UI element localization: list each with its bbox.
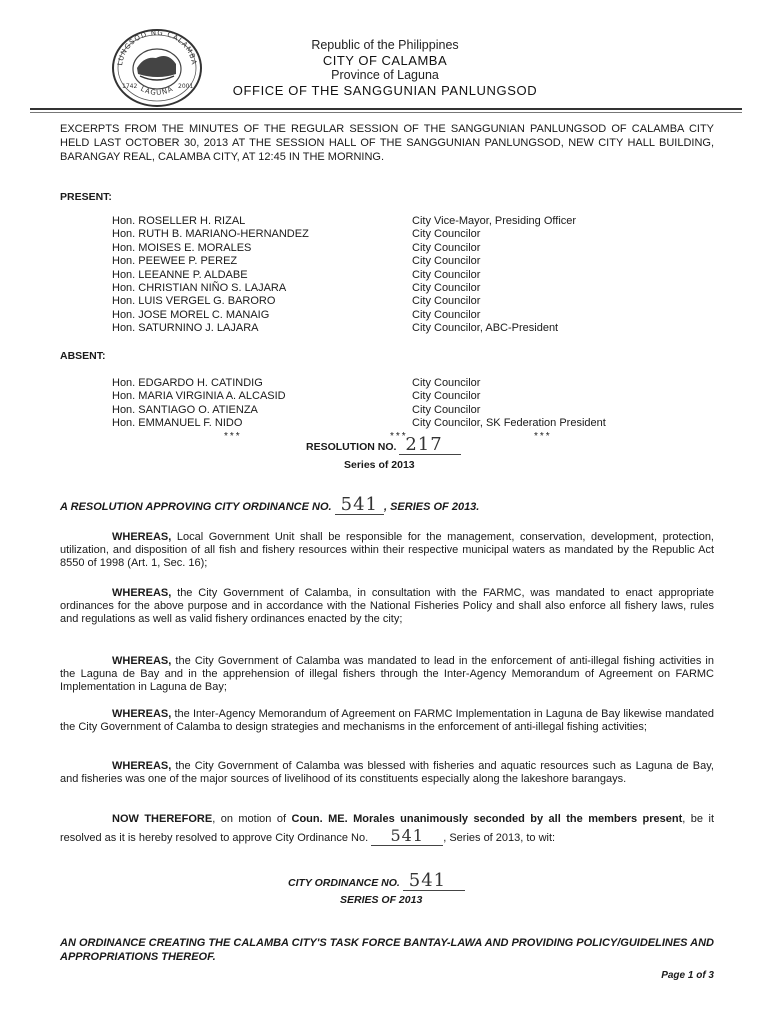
whereas-text: the City Government of Calamba was mandated to lead in the enforcement of anti-illegal fishing activities in the Laguna de Bay and in the apprehension of illegal fishers through the Inter-Agency Memorandum of Agreement on FARMC Implementation in Laguna de Bay; <box>60 655 714 693</box>
member-name: Hon. PEEWEE P. PEREZ <box>112 255 238 268</box>
seal-left-text: 1742 <box>122 83 138 90</box>
whereas-paragraph-5 <box>60 760 714 786</box>
letterhead-republic: Republic of the Philippines <box>311 38 459 52</box>
ordinance-number-line <box>288 872 465 891</box>
whereas-lead: WHEREAS, <box>112 531 172 543</box>
resolution-number: 217 <box>399 436 461 455</box>
letterhead-office: OFFICE OF THE SANGGUNIAN PANLUNGSOD <box>232 83 538 98</box>
present-member-row <box>112 215 712 228</box>
now-therefore-lead: NOW THEREFORE <box>112 813 213 825</box>
whereas-text: the City Government of Calamba was blessed with fisheries and aquatic resources such as Laguna de Bay, and fisheries was one of the major sources of livelihood of its constituents especially along the lakeshore barangays. <box>60 760 714 785</box>
excerpt-paragraph: EXCERPTS FROM THE MINUTES OF THE REGULAR SESSION OF THE SANGGUNIAN PANLUNGSOD OF CALAMBA CITY HELD LAST OCTOBER 30, 2013 AT THE SESSION HALL OF THE SANGGUNIAN PANLUNGSOD, NEW CITY HALL BUILDING, BARANGAY REAL, CALAMBA CITY, AT 12:45 IN THE MORNING. <box>60 123 714 163</box>
whereas-paragraph-2 <box>60 587 714 626</box>
present-member-row <box>112 322 712 335</box>
now-therefore-paragraph <box>60 812 714 846</box>
resolution-title-suffix: , SERIES OF 2013. <box>383 501 480 513</box>
resolution-title-prefix: A RESOLUTION APPROVING CITY ORDINANCE NO. <box>60 501 332 513</box>
present-member-row <box>112 228 712 241</box>
member-position: City Councilor <box>412 390 481 403</box>
resolution-series: Series of 2013 <box>344 459 415 471</box>
member-name: Hon. JOSE MOREL C. MANAIG <box>112 308 270 321</box>
member-name: Hon. EMMANUEL F. NIDO <box>112 417 243 430</box>
member-position: City Councilor <box>412 377 481 389</box>
member-position: City Councilor <box>412 268 481 281</box>
resolution-number-line <box>306 436 461 455</box>
member-position: City Councilor <box>412 255 481 268</box>
now-therefore-text1: , on motion of <box>212 813 292 825</box>
whereas-text: the City Government of Calamba, in consultation with the FARMC, was mandated to enact appropriate ordinances for the above purpose and in accordance with the National Fisheries Policy and shall also enforce all fishery laws, rules and regulations as well as valid fishery ordinances enacted by the city; <box>60 587 714 625</box>
absent-label: ABSENT: <box>60 350 106 362</box>
now-therefore-ordinance-number: 541 <box>371 827 443 846</box>
absent-roster <box>112 377 712 431</box>
present-member-row <box>112 242 712 255</box>
seal-right-text: 2001 <box>178 83 194 90</box>
member-name: Hon. ROSELLER H. RIZAL <box>112 215 246 227</box>
now-therefore-text3: , Series of 2013, to wit: <box>443 832 556 844</box>
member-name: Hon. EDGARDO H. CATINDIG <box>112 377 263 389</box>
absent-member-row <box>112 390 712 403</box>
whereas-lead: WHEREAS, <box>112 587 172 599</box>
member-name: Hon. RUTH B. MARIANO-HERNANDEZ <box>112 228 309 241</box>
present-member-row <box>112 255 712 268</box>
header-rule <box>30 108 742 110</box>
member-position: City Councilor <box>412 281 481 294</box>
separator-stars-center: *** <box>390 431 408 442</box>
present-member-row <box>112 282 712 295</box>
whereas-paragraph-3 <box>60 655 714 694</box>
member-position: City Vice-Mayor, Presiding Officer <box>412 215 577 227</box>
svg-text:LAGUNA <box>139 85 175 97</box>
member-name: Hon. CHRISTIAN NIÑO S. LAJARA <box>112 281 287 294</box>
resolution-label: RESOLUTION NO. <box>306 441 397 453</box>
member-position: City Councilor, SK Federation President <box>412 417 606 430</box>
member-position: City Councilor, ABC-President <box>412 322 559 335</box>
letterhead-province: Province of Laguna <box>331 68 439 82</box>
member-name: Hon. MOISES E. MORALES <box>112 241 252 254</box>
member-position: City Councilor <box>412 308 481 321</box>
member-name: Hon. LEEANNE P. ALDABE <box>112 268 248 281</box>
ordinance-number: 541 <box>403 872 465 891</box>
member-position: City Councilor <box>412 403 481 416</box>
member-name: Hon. LUIS VERGEL G. BARORO <box>112 295 276 308</box>
whereas-lead: WHEREAS, <box>112 655 172 667</box>
separator-stars-left: *** <box>224 431 242 442</box>
absent-member-row <box>112 417 712 430</box>
whereas-lead: WHEREAS, <box>112 708 172 720</box>
absent-member-row <box>112 377 712 390</box>
seal-bottom-text: LAGUNA <box>139 84 175 97</box>
member-position: City Councilor <box>412 241 481 254</box>
member-position: City Councilor <box>412 295 481 308</box>
present-roster <box>112 215 712 336</box>
present-member-row <box>112 309 712 322</box>
whereas-text: Local Government Unit shall be responsible for the management, conservation, development, protection, utilization, and disposition of all fish and fishery resources within their respective municipal waters as mandated by the Republic Act 8550 of 1998 (Art. 1, Sec. 16); <box>60 531 714 569</box>
separator-stars-right: *** <box>534 431 552 442</box>
resolution-ordinance-number: 541 <box>335 496 384 515</box>
whereas-paragraph-1 <box>60 531 714 570</box>
absent-member-row <box>112 404 712 417</box>
member-name: Hon. SATURNINO J. LAJARA <box>112 322 259 335</box>
present-member-row <box>112 269 712 282</box>
resolution-title <box>60 496 479 515</box>
ordinance-series: SERIES OF 2013 <box>340 894 423 906</box>
present-label: PRESENT: <box>60 191 112 203</box>
whereas-paragraph-4 <box>60 708 714 734</box>
ordinance-label: CITY ORDINANCE NO. <box>288 877 400 889</box>
whereas-text: the Inter-Agency Memorandum of Agreement on FARMC Implementation in Laguna de Bay likewise mandated the City Government of Calamba to design strategies and mechanisms in the enforcement of anti-illegal fishing activities; <box>60 708 714 733</box>
page-number: Page 1 of 3 <box>661 970 714 981</box>
header-rule-thin <box>30 112 742 113</box>
letterhead <box>200 38 570 98</box>
present-member-row <box>112 295 712 308</box>
seal-top-text: LUNGSOD NG CALAMBA <box>116 28 198 67</box>
member-name: Hon. MARIA VIRGINIA A. ALCASID <box>112 390 286 403</box>
whereas-lead: WHEREAS, <box>112 760 172 772</box>
city-seal-icon <box>108 28 206 108</box>
ordinance-title: AN ORDINANCE CREATING THE CALAMBA CITY'S TASK FORCE BANTAY-LAWA AND PROVIDING POLICY/GUIDELINES AND APPROPRIATIONS THEREOF. <box>60 937 714 963</box>
now-therefore-text2: , be it resolved as it is hereby resolved to approve City Ordinance No. <box>60 813 714 844</box>
letterhead-city: CITY OF CALAMBA <box>322 53 448 68</box>
member-position: City Councilor <box>412 228 481 241</box>
now-therefore-mover: Coun. ME. Morales unanimously seconded by all the members present <box>291 813 683 825</box>
member-name: Hon. SANTIAGO O. ATIENZA <box>112 403 258 416</box>
